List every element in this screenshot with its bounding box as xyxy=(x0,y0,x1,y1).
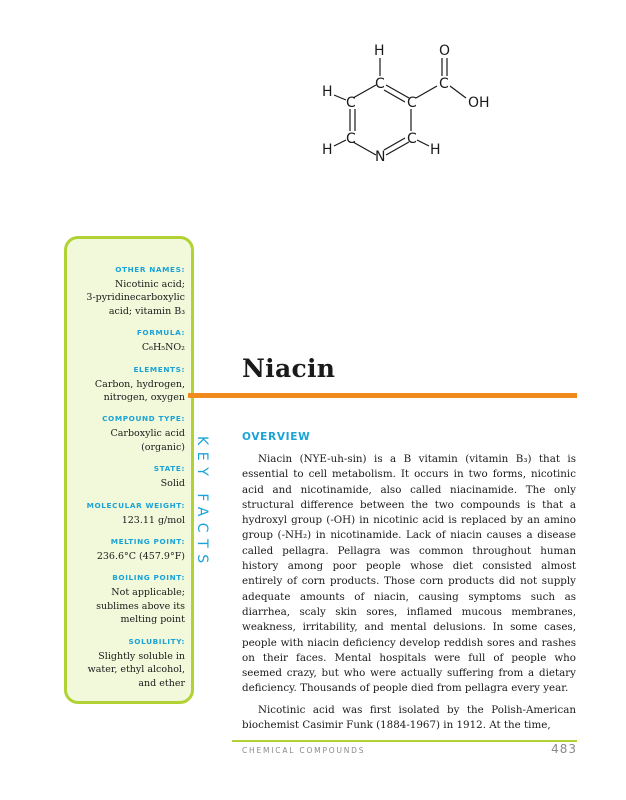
bond-cbl-n xyxy=(353,142,376,155)
page-number: 483 xyxy=(551,742,577,756)
elements-line: Carbon, hydrogen, xyxy=(94,378,185,390)
solubility-label: SOLUBILITY: xyxy=(128,636,185,646)
bond-cbr-h xyxy=(417,140,429,146)
atom-c-bottom-right: C xyxy=(407,131,417,147)
compound-type-value xyxy=(71,427,185,454)
niacin-structure-diagram xyxy=(310,38,510,168)
article-body xyxy=(242,452,576,739)
title-divider xyxy=(188,393,577,398)
atom-oh: OH xyxy=(468,95,490,111)
bond-n-cbr-b xyxy=(384,138,405,150)
footer-book-title: CHEMICAL COMPOUNDS xyxy=(242,746,366,755)
bond-ctop-cright-a xyxy=(386,85,409,98)
molecular-weight-value: 123.11 g/mol xyxy=(121,514,185,526)
other-names-line: acid; vitamin B₃ xyxy=(108,305,185,317)
bond-ctop-cleft xyxy=(353,85,376,98)
other-names-line: Nicotinic acid; xyxy=(114,279,185,290)
melting-point-value: 236.6°C (457.9°F) xyxy=(96,551,185,563)
bond-c-oh xyxy=(450,86,466,98)
compound-type-line: Carboxylic acid xyxy=(110,428,185,440)
atom-n: N xyxy=(375,149,386,165)
atom-h-bottom-left: H xyxy=(322,142,333,158)
compound-type-label: COMPOUND TYPE: xyxy=(102,414,185,424)
key-facts-vertical-label: KEY FACTS xyxy=(194,436,210,570)
atom-c-left: C xyxy=(346,95,356,111)
molecular-weight-label: MOLECULAR WEIGHT: xyxy=(86,500,185,510)
paragraph: Niacin (NYE-uh-sin) is a B vitamin (vitamin B₃) that is essential to cell metabolism. It occurs in two forms, nicotinic acid and nicotinamide, also called niacinamide. The only structural difference between the two compounds is that a hydroxyl group (-OH) in nicotinic acid is replaced by an amino group (-NH₂) in nicotinamide. Lack of niacin causes a disease called pellagra. Pellagra was common throughout human history among poor people whose diet consisted almost entirely of corn products. Those corn products did not supply adequate amounts of niacin, causing symptoms such as diarrhea, scaly skin sores, inflamed mucous membranes, weakness, irritability, and mental delusions. In some cases, people with niacin deficiency develop reddish sores and rashes on their faces. Mental hospitals were full of people who seemed crazy, but who were actually suffering from a dietary deficiency. Thousands of people died from pellagra every year. xyxy=(242,453,576,695)
article-title: Niacin xyxy=(242,354,336,383)
bond-n-cbr-a xyxy=(386,142,409,155)
formula-value: C₆H₅NO₂ xyxy=(141,342,185,354)
atom-h-top: H xyxy=(374,43,385,59)
paragraph: Nicotinic acid was first isolated by the Polish-American biochemist Casimir Funk (1884-1967) in 1912. At the time, xyxy=(242,703,576,732)
bond-ctop-cright-b xyxy=(384,90,405,102)
compound-type-line: (organic) xyxy=(141,441,185,453)
boiling-point-label: BOILING POINT: xyxy=(112,573,185,583)
boiling-point-value xyxy=(71,586,185,626)
atom-c-right: C xyxy=(407,95,417,111)
elements-line: nitrogen, oxygen xyxy=(103,392,185,404)
bond-h-cleft xyxy=(334,95,346,100)
state-label: STATE: xyxy=(153,464,185,474)
other-names-line: 3-pyridinecarboxylic xyxy=(86,292,185,304)
solubility-value xyxy=(71,650,185,690)
solubility-line: water, ethyl alcohol, xyxy=(87,664,185,676)
atom-h-bottom-right: H xyxy=(430,142,441,158)
state-value: Solid xyxy=(160,478,185,490)
melting-point-label: MELTING POINT: xyxy=(110,537,185,547)
other-names-label: OTHER NAMES: xyxy=(115,265,185,274)
key-facts-list xyxy=(71,265,185,700)
solubility-line: Slightly soluble in xyxy=(98,650,185,662)
bond-cright-ccarb xyxy=(416,86,437,98)
boiling-point-line: sublimes above its xyxy=(96,600,185,612)
solubility-line: and ether xyxy=(138,677,185,689)
elements-value xyxy=(71,378,185,405)
overview-heading: OVERVIEW xyxy=(242,431,311,443)
atom-c-bottom-left: C xyxy=(346,131,356,147)
atom-c-carboxyl: C xyxy=(439,76,449,92)
atom-c-top: C xyxy=(375,76,385,92)
key-facts-sidebar xyxy=(64,236,194,704)
atom-o: O xyxy=(439,43,451,59)
bond-h-cbl xyxy=(334,140,346,146)
atom-h-left: H xyxy=(322,84,333,100)
elements-label: ELEMENTS: xyxy=(133,364,185,374)
boiling-point-line: Not applicable; xyxy=(111,587,185,599)
footer-divider xyxy=(232,740,577,742)
formula-label: FORMULA: xyxy=(136,328,185,338)
boiling-point-line: melting point xyxy=(120,614,185,626)
other-names-value xyxy=(71,278,185,318)
